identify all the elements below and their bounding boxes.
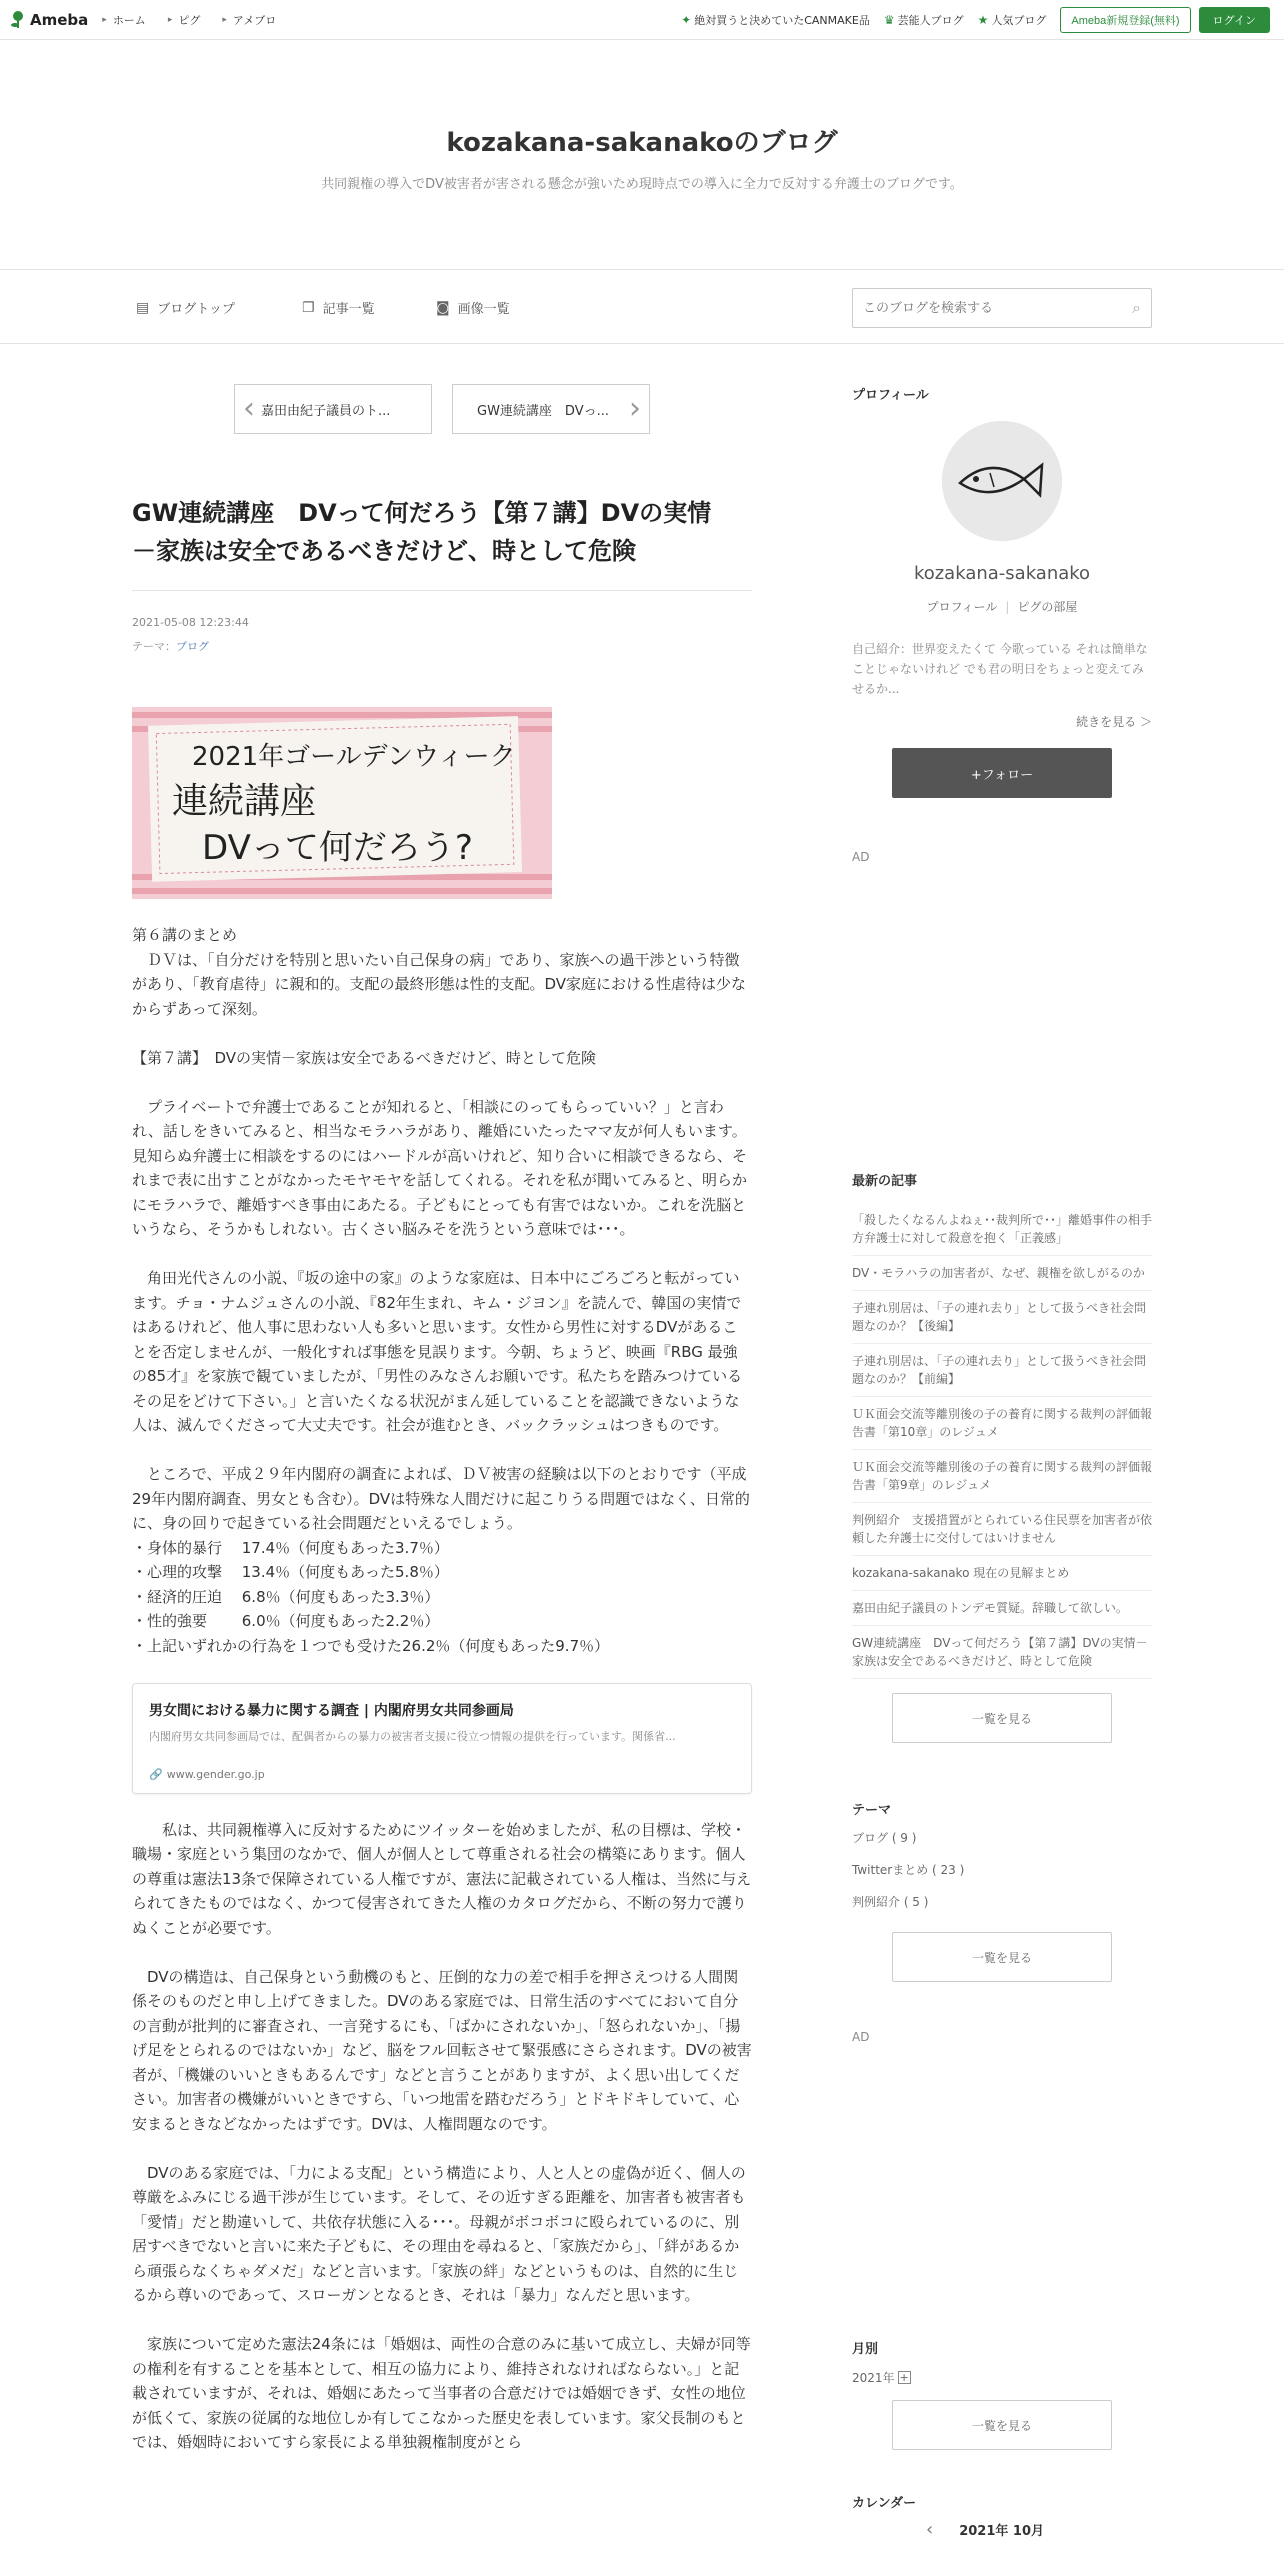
month-list-button[interactable]: 一覧を見る [892, 2400, 1112, 2450]
fish-icon [942, 421, 1062, 541]
profile-intro: 自己紹介：世界変えたくて 今歌っている それは簡単なことじゃないけれど でも君の明日をちょっと変えてみせるか... [852, 642, 1148, 696]
entry-paragraph: 家族について定めた憲法24条には「婚姻は、両性の合意のみに基いて成立し、夫婦が同等の権利を有することを基本として、相互の協力により、維持されなければならない。」と記載されていますが、それは、婚姻にあたって当事者の合意だけでは婚姻できず、女性の地位が低くて、家族の従属的な地位しか有してこなかった歴史を表しています。家父長制のもとでは、婚姻時においてすら家長による単独親権制度がとら [132, 2335, 751, 2451]
search-input[interactable] [863, 301, 1132, 316]
theme-item[interactable]: Twitterまとめ ( 23 ) [852, 1863, 965, 1877]
stat-line: ・経済的圧迫 6.8％（何度もあった3.3％） [132, 1587, 440, 1606]
next-entry-label: GW連続講座 DVっ... [477, 403, 609, 419]
sidebar [852, 384, 1152, 2540]
entry-theme-label: テーマ： [132, 640, 176, 653]
stat-line: ・上記いずれかの行為を１つでも受けた26.2％（何度もあった9.7％） [132, 1636, 610, 1655]
blog-nav [0, 270, 1284, 344]
entry-title [132, 494, 752, 591]
recent-list [852, 1203, 1152, 1679]
camera-icon: ◙ [436, 299, 450, 316]
stat-line: ・性的強要 6.0％（何度もあった2.2％） [132, 1612, 440, 1630]
entry-theme-link[interactable]: ブログ [176, 640, 209, 653]
tab-image-list[interactable] [436, 298, 510, 317]
calendar-heading: カレンダー [852, 2496, 917, 2511]
image-caption-1: 2021年ゴールデンウィーク [192, 742, 516, 772]
copy-icon: ❐ [302, 299, 315, 316]
recent-item[interactable]: ＵＫ面会交流等離別後の子の養育に関する裁判の評価報告書「第10章」のレジュメ [852, 1397, 1152, 1450]
entry-meta [132, 611, 752, 659]
nav-home[interactable]: ▸ ホーム [102, 12, 146, 28]
link-card-title: 男女間における暴力に関する調査 | 内閣府男女共同参画局 [149, 1702, 514, 1719]
theme-item[interactable]: 判例紹介 ( 5 ) [852, 1895, 929, 1909]
theme-list [852, 1822, 1152, 1918]
entry-paragraph: 角田光代さんの小説、『坂の途中の家』のような家庭は、日本中にごろごろと転がっています。チョ・ナムジュさんの小説、『82年生まれ、キム・ジヨン』を読んで、韓国の実情ではあるけれど、他人事に思わない人も多いと思います。女性から男性に対するDVがあることを否定しませんが、一般化すれば事態を見誤ります。今朝、ちょうど、映画『RBG 最強の85才』を家族で観ていましたが、「男性のみなさんお願いです。私たちを踏みつけているその足をどけて下さい。」と言いたくなる状況がまん延していることを認識できないような人は、滅んでくださって大丈夫です。社会が進むとき、バックラッシュはつきものです。 [132, 1269, 743, 1434]
blog-description: 共同親権の導入でDV被害者が害される懸念が強いため現時点での導入に全力で反対する弁護士のブログです。 [321, 177, 963, 192]
recent-item[interactable]: ＵＫ面会交流等離別後の子の養育に関する裁判の評価報告書「第9章」のレジュメ [852, 1450, 1152, 1503]
entry-date: 2021-05-08 12:23:44 [132, 616, 249, 629]
avatar[interactable] [942, 421, 1062, 541]
entry-paragraph: 私は、共同親権導入に反対するためにツイッターを始めましたが、私の目標は、学校・職場・家庭という集団のなかで、個人が個人として尊重される社会の構築にあります。個人の尊重は憲法13条で保障されている人権ですが、憲法に記載されている人権は、当然に与えられてきたものではなく、かつて侵害されてきた人権のカタログだから、不断の努力で護りぬくことが必要です。 [132, 1820, 752, 1937]
profile-name[interactable]: kozakana-sakanako [913, 563, 1091, 584]
recent-item[interactable]: 「殺したくなるんよねぇ･･裁判所で･･」離婚事件の相手方弁護士に対して殺意を抱く「正義感」 [852, 1203, 1152, 1256]
star-icon: ★ [977, 13, 989, 27]
entry-body [132, 923, 752, 1658]
recent-item[interactable]: 嘉田由紀子議員のトンデモ質疑。辞職して欲しい。 [852, 1591, 1152, 1626]
blog-title[interactable]: kozakana-sakanakoのブログ [446, 128, 838, 158]
link-card-domain [149, 1768, 735, 1781]
top-right [667, 0, 1270, 40]
sparkle-icon: ✦ [681, 13, 692, 27]
promo-popular[interactable] [978, 12, 1047, 28]
top-nav [102, 12, 298, 28]
main-column [132, 384, 752, 2479]
nav-ameblo[interactable]: ▸ アメブロ [222, 12, 276, 28]
calendar-prev-icon[interactable]: ‹ [926, 2519, 934, 2540]
search-icon[interactable]: ⌕ [1132, 298, 1141, 317]
prev-entry-link[interactable] [234, 384, 432, 434]
follow-button[interactable]: +フォロー [892, 748, 1112, 798]
recent-item[interactable]: 子連れ別居は、「子の連れ去り」として扱うべき社会問題なのか？【前編】 [852, 1344, 1152, 1397]
recent-heading: 最新の記事 [852, 1174, 918, 1189]
entry-title-line2: －家族は安全であるべきだけど、時として危険 [132, 537, 636, 565]
recent-item[interactable]: kozakana-sakanako 現在の見解まとめ [852, 1556, 1152, 1591]
image-caption-2: 連続講座 [172, 781, 317, 822]
calendar-header [852, 2519, 1152, 2540]
theme-heading: テーマ [852, 1803, 892, 1818]
month-item[interactable] [852, 2369, 1152, 2386]
survey-intro: ところで、平成２９年内閣府の調査によれば、ＤＶ被害の経験は以下のとおりです（平成29年内閣府調査、男女とも含む）。DVは特殊な人間だけに起こりうる問題ではなく、日常的に、身の回りで起きている社会問題だといえるでしょう。 [132, 1465, 750, 1532]
promo-celeb-label: 芸能人ブログ [897, 14, 964, 27]
recent-item[interactable]: 子連れ別居は、「子の連れ去り」として扱うべき社会問題なのか？【後編】 [852, 1291, 1152, 1344]
link-card-domain-text: www.gender.go.jp [166, 1767, 265, 1781]
promo-popular-label: 人気ブログ [991, 14, 1047, 27]
separator: | [1005, 600, 1010, 614]
recent-list-button[interactable]: 一覧を見る [892, 1693, 1112, 1743]
link-icon: 🔗 [149, 1767, 163, 1781]
entry-image[interactable] [132, 707, 552, 899]
top-bar [0, 0, 1284, 40]
profile-heading: プロフィール [852, 388, 929, 403]
read-more-link[interactable]: 続きを見る ＞ [1076, 715, 1152, 729]
logo-text: Ameba [30, 10, 89, 29]
entry-paragraph [132, 1462, 752, 1658]
promo-canmake[interactable] [681, 12, 870, 28]
ameba-logo[interactable] [10, 10, 88, 30]
entry-paragraph: DVのある家庭では、「力による支配」という構造により、人と人との虚偽が近く、個人の尊厳をふみにじる過干渉が生じています。そして、その近すぎる距離を、加害者も被害者も「愛情」だと勘違いして、共依存状態に入る･･･。母親がボコボコに殴られているのに、別居すべきでないと言いに来た子どもに、その理由を尋ねると、「家族だから」、「絆があるから頑張らなくちゃダメだ」などと言います。「家族の絆」などというものは、自然的に生じるから尊いのであって、スローガンとなるとき、それは「暴力」なんだと思います。 [132, 2163, 746, 2304]
summary-text: ＤＶは、「自分だけを特別と思いたい自己保身の病」であり、家族への過干渉という特徴があり、「教育虐待」に親和的。支配の最終形態は性的支配。DV家庭における性虐待は少なからずあって深刻。 [132, 950, 747, 1018]
image-caption-3: DVって何だろう? [202, 828, 473, 868]
entry-pager [132, 384, 752, 434]
theme-list-button[interactable]: 一覧を見る [892, 1932, 1112, 1982]
tab-article-list-label: 記事一覧 [322, 302, 375, 317]
promo-canmake-label: 絶対買うと決めていたCANMAKE品 [694, 14, 870, 27]
month-heading: 月別 [852, 2342, 879, 2357]
entry-image-art [132, 707, 552, 899]
lecture-heading: 【第７講】 DVの実情－家族は安全であるべきだけど、時として危険 [132, 1048, 597, 1067]
entry-paragraph: DVの構造は、自己保身という動機のもと、圧倒的な力の差で相手を押さえつける人間関係そのものだと申し上げてきました。DVのある家庭では、日常生活のすべてにおいて自分の言動が批判的に審査され、一言発するにも、「ばかにされないか」、「怒られないか」、「揚げ足をとられるのではないか」など、脳をフル回転させて緊張感にさらされます。DVの被害者が、「機嫌のいいときもあるんです」などと言うことがありますが、よく思い出してください。加害者の機嫌がいいときですら、「いつ地雷を踏むだろう」とドキドキしていて、心安まるときなどなかったはずです。DVは、人権問題なのです。 [132, 1967, 752, 2133]
theme-item[interactable]: ブログ ( 9 ) [852, 1831, 917, 1845]
expand-icon[interactable]: + [899, 2371, 909, 2384]
profile-links [852, 598, 1152, 615]
entry-title-line1: GW連続講座 DVって何だろう【第７講】DVの実情 [132, 499, 712, 527]
nav-pigg[interactable]: ▸ ピグ [168, 12, 201, 28]
register-button[interactable]: Ameba新規登録(無料) [1060, 7, 1190, 33]
profile-link[interactable]: プロフィール [926, 600, 998, 614]
entry-paragraph [132, 923, 752, 1021]
stat-line: ・心理的攻撃 13.4％（何度もあった5.8％） [132, 1563, 449, 1581]
recent-item[interactable]: DV・モラハラの加害者が、なぜ、親権を欲しがるのか [852, 1256, 1152, 1291]
ameba-leaf-icon [10, 10, 26, 30]
prev-entry-label: ‹ 嘉田由紀子議員のト... [261, 403, 391, 419]
tab-article-list[interactable] [302, 298, 375, 317]
ad-label: AD [852, 2030, 870, 2044]
link-card[interactable] [132, 1683, 752, 1794]
month-label: 2021年 [852, 2371, 895, 2385]
crown-icon: ♛ [883, 13, 895, 27]
entry-paragraph: プライベートで弁護士であることが知れると、「相談にのってもらっていい？」と言われ、話しをきいてみると、相当なモラハラがあり、離婚にいたったママ友が何人もいます。見知らぬ弁護士に相談をするのにはハードルが高いけれど、知り合いに相談できるなら、それまで表に出すことがなかったモヤモヤを話してくれる。それを私が聞いてみると、明らかにモラハラで、離婚すべき事由にあたる。子どもにとっても有害ではないか。これを洗脳というなら、そうかもしれない。古くさい脳みそを洗うという意味では･･･。 [132, 1097, 748, 1238]
tab-image-list-label: 画像一覧 [457, 302, 510, 317]
tab-blog-top[interactable] [136, 298, 235, 317]
promo-celeb[interactable] [884, 12, 964, 28]
recent-item[interactable]: 判例紹介 支援措置がとられている住民票を加害者が依頼した弁護士に交付してはいけません [852, 1503, 1152, 1556]
link-card-description: 内閣府男女共同参画局では、配偶者からの暴力の被害者支援に役立つ情報の提供を行っています。関係省... [149, 1729, 676, 1743]
blog-header [0, 40, 1284, 270]
tab-blog-top-label: ブログトップ [157, 302, 235, 317]
pigg-room-link[interactable]: ピグの部屋 [1017, 600, 1078, 614]
document-icon: ▤ [136, 299, 150, 316]
entry-body-continued [132, 1818, 752, 2455]
next-entry-link[interactable] [452, 384, 650, 434]
calendar-month: 2021年 10月 [959, 2524, 1045, 2539]
ad-label: AD [852, 850, 870, 864]
blog-search[interactable] [852, 288, 1152, 328]
stat-line: ・身体的暴行 17.4％（何度もあった3.7％） [132, 1538, 449, 1557]
summary-heading: 第６講のまとめ [132, 926, 238, 944]
entry-theme [132, 635, 752, 659]
login-button[interactable]: ログイン [1199, 7, 1270, 33]
recent-item[interactable]: GW連続講座 DVって何だろう【第７講】DVの実情－家族は安全であるべきだけど、時として危険 [852, 1626, 1152, 1679]
